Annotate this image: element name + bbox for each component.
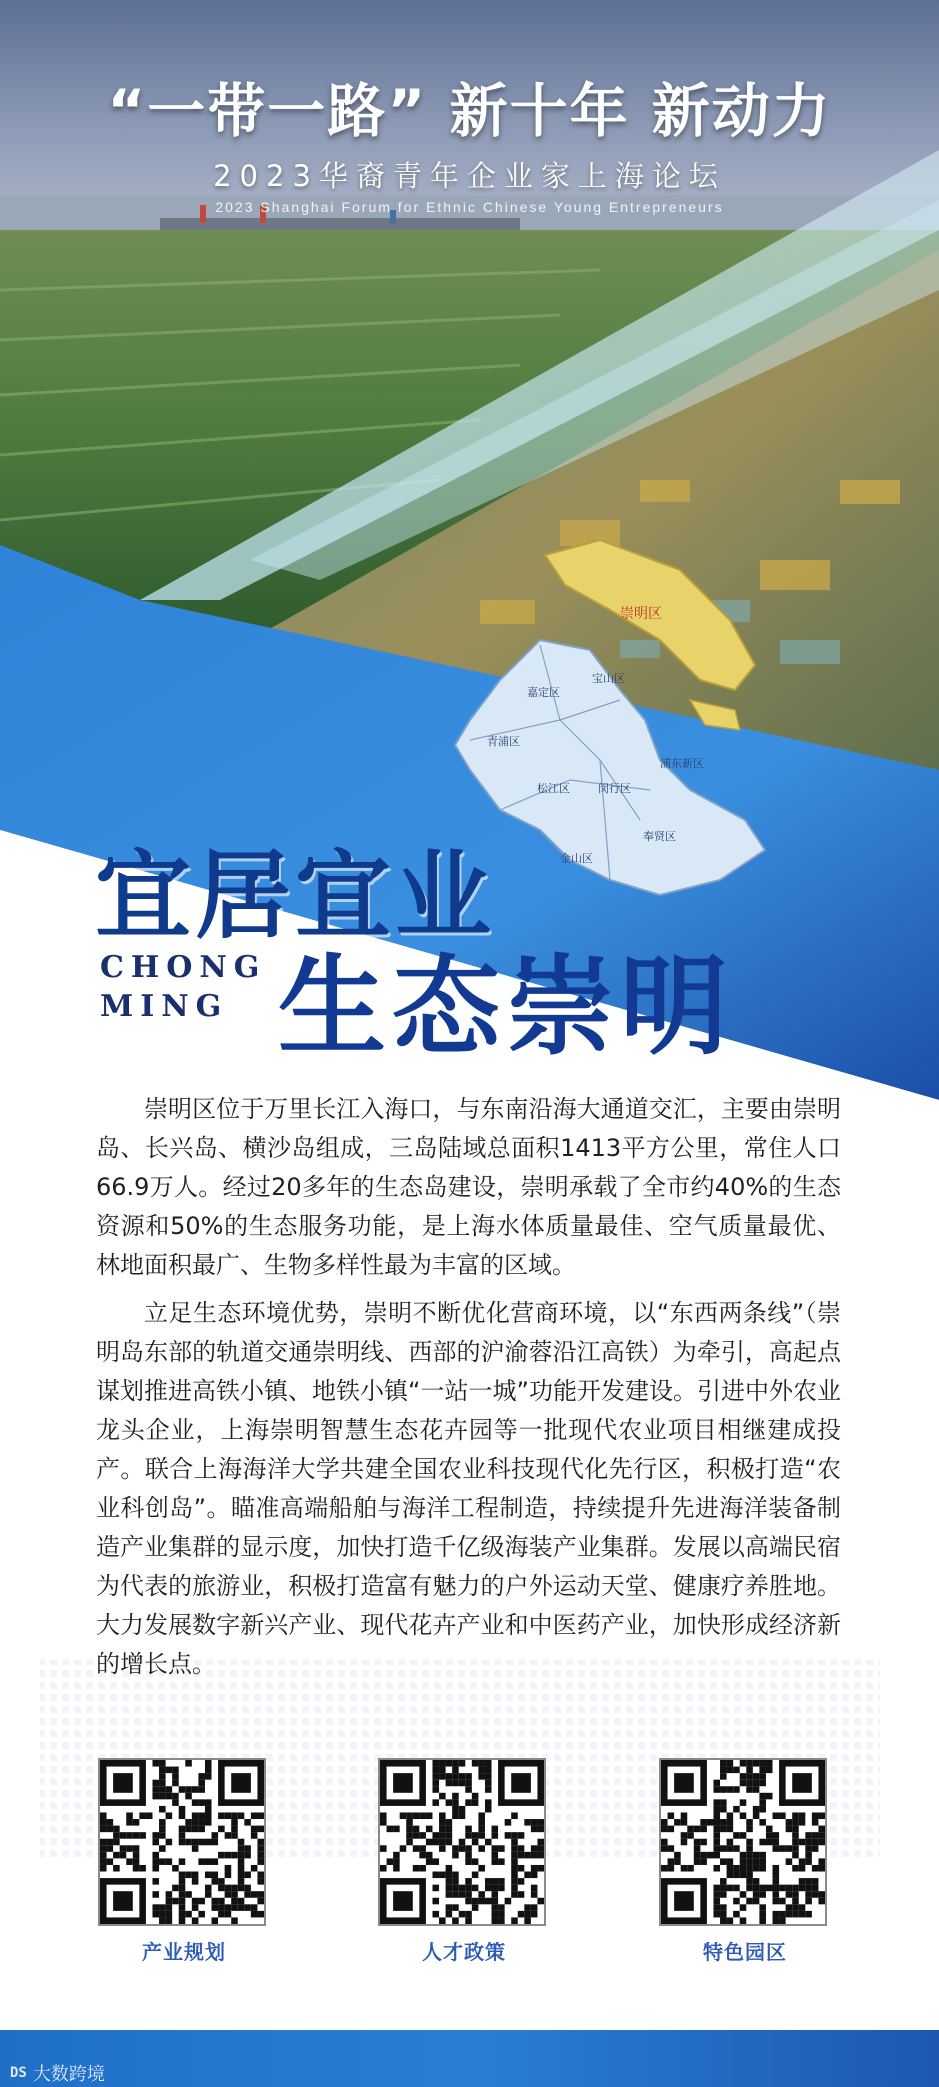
map-label-pudong: 浦东新区: [660, 757, 704, 770]
qr-code-industry-planning[interactable]: [98, 1758, 266, 1926]
tagline-livable: 宜居宜业: [95, 839, 495, 952]
qr-item-talent-policy[interactable]: [378, 1758, 550, 1965]
intro-paragraph-1: 崇明区位于万里长江入海口，与东南沿海大通道交汇，主要由崇明岛、长兴岛、横沙岛组成，三岛陆域总面积1413平方公里，常住人口66.9万人。经过20多年的生态岛建设，崇明承载了全市约40%的生态资源和50%的生态服务功能，是上海水体质量最佳、空气质量最优、林地面积最广、生物多样性最为丰富的区域。: [96, 1095, 841, 1279]
watermark-text: 大数跨境: [32, 2064, 105, 2085]
map-label-songjiang: 松江区: [537, 782, 570, 795]
qr-label-talent-policy: 人才政策: [422, 1940, 506, 1964]
map-label-chongming: 崇明区: [620, 606, 662, 622]
map-label-fengxian: 奉贤区: [643, 830, 676, 843]
map-label-qingpu: 青浦区: [487, 735, 520, 748]
introduction-text: [96, 1090, 841, 1693]
qr-label-industry-planning: 产业规划: [142, 1940, 226, 1964]
forum-title-en: 2023 Shanghai Forum for Ethnic Chinese Young Entrepreneurs: [215, 198, 724, 215]
qr-code-image: [661, 1760, 825, 1924]
intro-paragraph-2: 立足生态环境优势，崇明不断优化营商环境，以“东西两条线”（崇明岛东部的轨道交通崇明线、西部的沪渝蓉沿江高铁）为牵引，高起点谋划推进高铁小镇、地铁小镇“一站一城”功能开发建设。引进中外农业龙头企业，上海崇明智慧生态花卉园等一批现代农业项目相继建成投产。联合上海海洋大学共建全国农业科技现代化先行区，积极打造“农业科创岛”。瞄准高端船舶与海洋工程制造，持续提升先进海洋装备制造产业集群的显示度，加快打造千亿级海装产业集群。发展以高端民宿为代表的旅游业，积极打造富有魅力的户外运动天堂、健康疗养胜地。大力发展数字新兴产业、现代花卉产业和中医药产业，加快形成经济新的增长点。: [96, 1299, 841, 1678]
eco-chongming-title: 生态崇明: [278, 944, 735, 1070]
qr-item-featured-parks[interactable]: [659, 1758, 831, 1965]
slogan-title: “一带一路” 新十年 新动力: [107, 77, 832, 145]
watermark-logo-icon: DS: [10, 2065, 27, 2081]
english-name: CHONG MING: [100, 950, 267, 1024]
poster-header: [0, 77, 939, 215]
qr-code-featured-parks[interactable]: [659, 1758, 827, 1926]
footer-bar: [0, 2030, 939, 2087]
qr-code-talent-policy[interactable]: [378, 1758, 546, 1926]
map-label-jinshan: 金山区: [560, 852, 593, 865]
watermark: [10, 2060, 105, 2086]
qr-label-featured-parks: 特色园区: [703, 1940, 787, 1964]
qr-code-image: [100, 1760, 264, 1924]
map-label-jiading: 嘉定区: [527, 686, 560, 699]
qr-code-image: [380, 1760, 544, 1924]
map-label-baoshan: 宝山区: [592, 672, 625, 685]
forum-title-cn: 2023华裔青年企业家上海论坛: [213, 158, 726, 193]
map-label-minhang: 闵行区: [598, 782, 631, 795]
qr-item-industry-planning[interactable]: [98, 1758, 270, 1965]
